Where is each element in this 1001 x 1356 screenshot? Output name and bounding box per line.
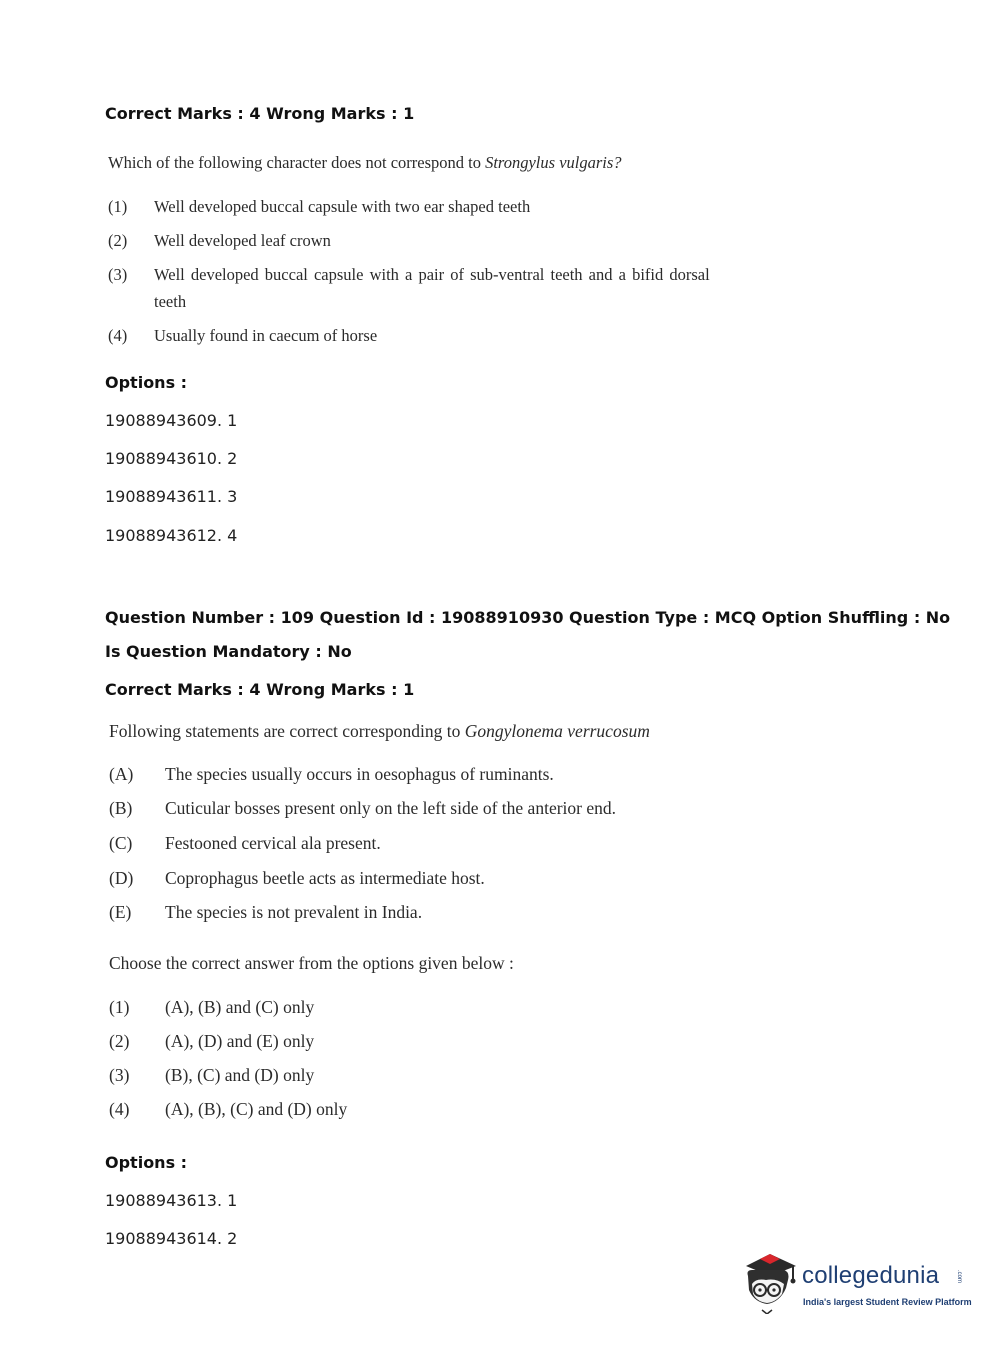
choice-number: (4) [108, 326, 128, 345]
statement-label: (E) [109, 902, 132, 922]
choice-number: (1) [108, 197, 128, 216]
q109-question-prefix: Following statements are correct corresponding to [109, 721, 465, 741]
choice-number: (2) [108, 231, 128, 250]
q109-choice-4 [109, 1099, 347, 1120]
statement-text: Festooned cervical ala present. [165, 833, 381, 853]
choice-number: (1) [109, 997, 130, 1017]
q109-mandatory: Is Question Mandatory : No [105, 642, 352, 661]
q109-option-2: 19088943614. 2 [105, 1229, 238, 1248]
q108-option-4: 19088943612. 4 [105, 526, 238, 545]
q109-choose-prompt: Choose the correct answer from the options given below : [109, 953, 514, 973]
choice-text: Usually found in caecum of horse [154, 326, 378, 345]
q108-option-3: 19088943611. 3 [105, 487, 238, 506]
q109-statement-b [109, 798, 616, 819]
q108-option-1: 19088943609. 1 [105, 411, 238, 430]
q109-statement-c [109, 833, 381, 854]
statement-text: The species usually occurs in oesophagus of ruminants. [165, 764, 554, 784]
q108-choice-4 [108, 326, 377, 346]
q108-options-label: Options : [105, 373, 188, 392]
q108-option-2: 19088943610. 2 [105, 449, 238, 468]
q109-statement-a [109, 764, 554, 785]
choice-text: Well developed buccal capsule with two ear shaped teeth [154, 197, 531, 216]
statement-label: (D) [109, 868, 134, 888]
q108-choice-3 [108, 265, 710, 285]
statement-text: The species is not prevalent in India. [165, 902, 423, 922]
collegedunia-logo [740, 1248, 970, 1318]
choice-number: (3) [108, 265, 128, 284]
q108-question [108, 153, 622, 173]
statement-label: (A) [109, 764, 134, 784]
q109-choice-1 [109, 997, 314, 1018]
statement-text: Cuticular bosses present only on the left side of the anterior end. [165, 798, 616, 818]
q109-choice-2 [109, 1031, 314, 1052]
choice-number: (4) [109, 1099, 130, 1119]
choice-text: Well developed leaf crown [154, 231, 331, 250]
mascot-icon [740, 1248, 802, 1314]
choice-text: (A), (B), (C) and (D) only [165, 1099, 348, 1119]
logo-com: .com [956, 1270, 962, 1284]
q108-question-species: Strongylus vulgaris? [485, 153, 622, 172]
statement-text: Coprophagus beetle acts as intermediate host. [165, 868, 485, 888]
q109-options-label: Options : [105, 1153, 188, 1172]
q109-marks: Correct Marks : 4 Wrong Marks : 1 [105, 680, 415, 699]
q109-question-species: Gongylonema verrucosum [464, 721, 650, 741]
q108-choice-3-cont: teeth [154, 292, 187, 311]
q108-choice-1 [108, 197, 530, 217]
q109-choice-3 [109, 1065, 314, 1086]
q109-option-1: 19088943613. 1 [105, 1191, 238, 1210]
logo-tagline: India's largest Student Review Platform [803, 1297, 972, 1307]
q108-choice-2 [108, 231, 331, 251]
choice-text: (A), (B) and (C) only [165, 997, 315, 1017]
choice-text: Well developed buccal capsule with a pair of sub-ventral teeth and a bifid dorsal [154, 265, 710, 284]
statement-label: (B) [109, 798, 133, 818]
choice-number: (2) [109, 1031, 130, 1051]
q109-header: Question Number : 109 Question Id : 19088910930 Question Type : MCQ Option Shuffling : No [105, 608, 951, 627]
statement-label: (C) [109, 833, 133, 853]
q109-statement-e [109, 902, 422, 923]
q109-statement-d [109, 868, 485, 889]
choice-number: (3) [109, 1065, 130, 1085]
q108-question-prefix: Which of the following character does not correspond to [108, 153, 486, 172]
choice-text: (A), (D) and (E) only [165, 1031, 315, 1051]
choice-text: (B), (C) and (D) only [165, 1065, 315, 1085]
q109-question [109, 721, 650, 742]
logo-wordmark: collegedunia [802, 1262, 940, 1289]
q108-marks: Correct Marks : 4 Wrong Marks : 1 [105, 104, 415, 123]
